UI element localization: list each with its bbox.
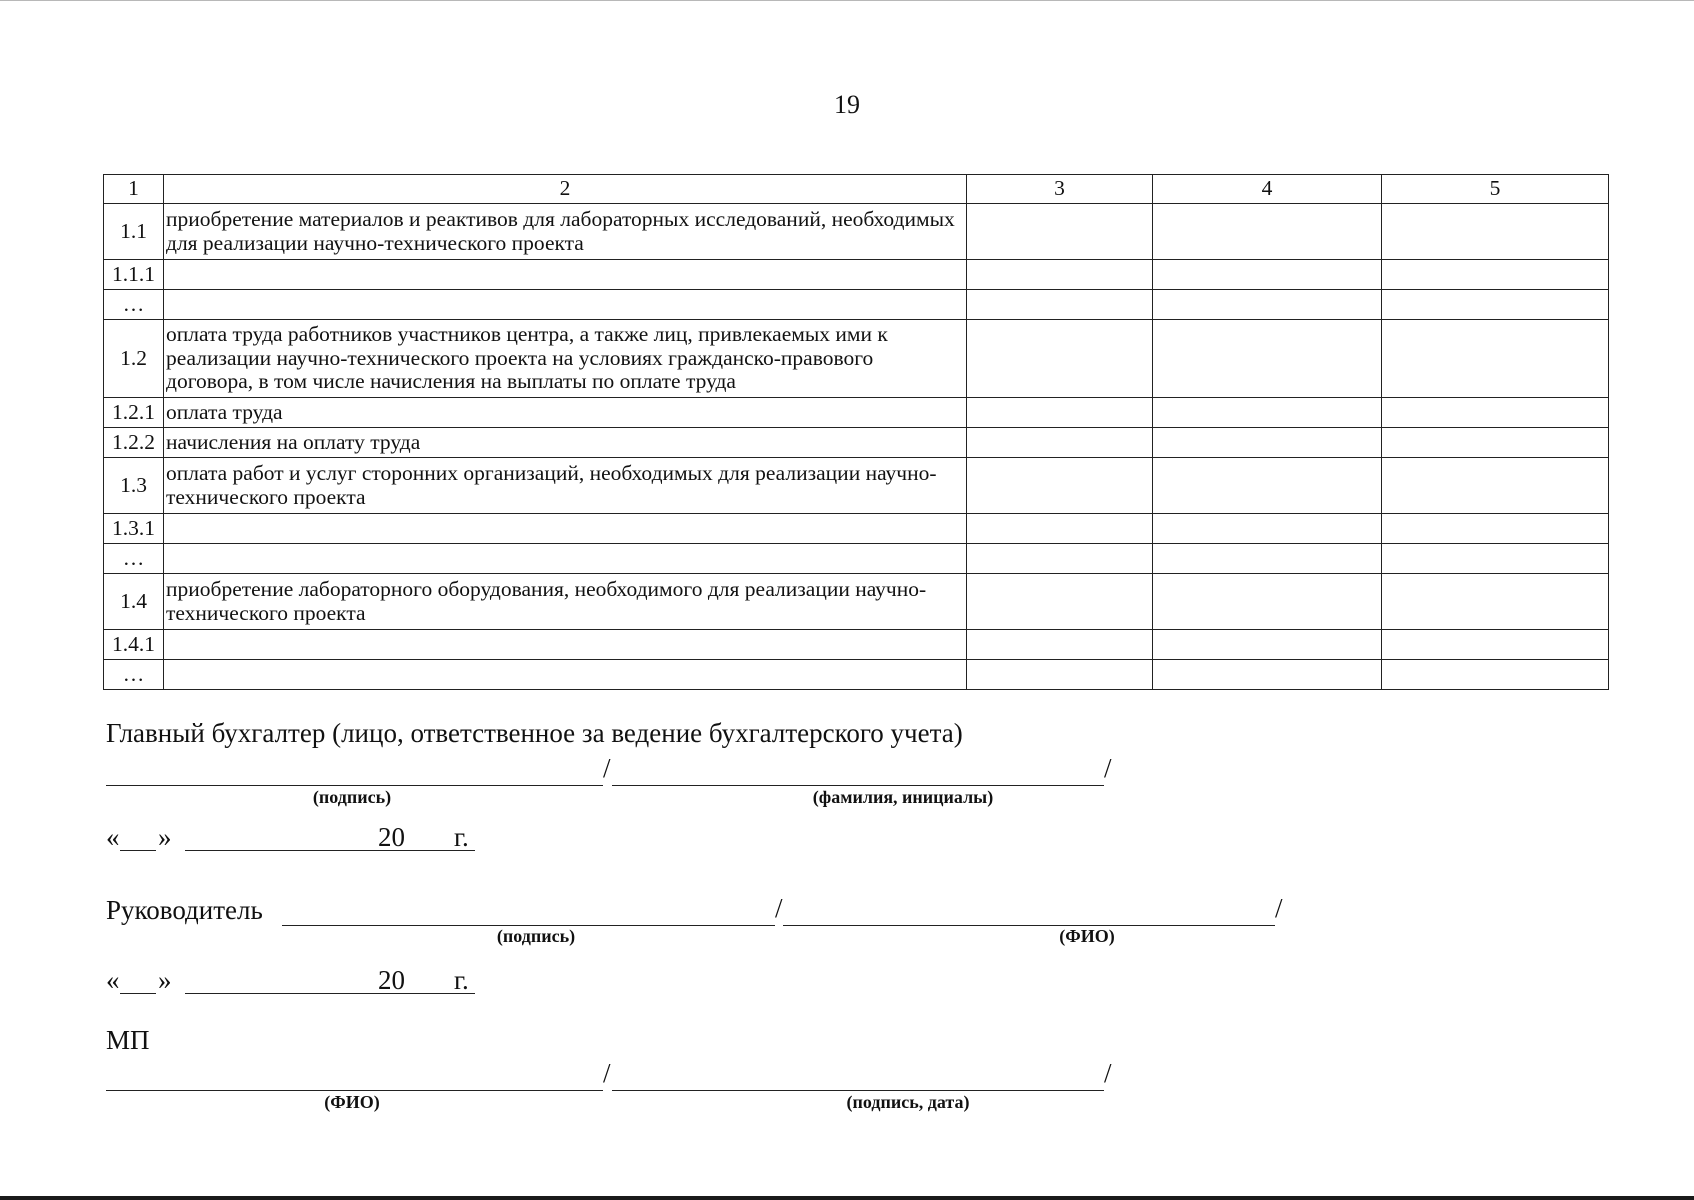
value-cell-col-4[interactable]: [1153, 630, 1382, 660]
table-row: [104, 514, 1609, 544]
value-cell-col-4[interactable]: [1153, 514, 1382, 544]
header-cell-1: 1: [104, 175, 164, 204]
value-cell-col-3[interactable]: [967, 204, 1153, 260]
value-cell-col-5[interactable]: [1382, 260, 1609, 290]
row-description-cell: приобретение лабораторного оборудования, необходимого для реализации научно-технического проекта: [164, 574, 967, 630]
table-row: [104, 260, 1609, 290]
stamp-name-caption: (ФИО): [324, 1092, 380, 1112]
value-cell-col-5[interactable]: [1382, 514, 1609, 544]
value-cell-col-4[interactable]: [1153, 428, 1382, 458]
head-date: [106, 965, 486, 997]
chief-accountant-signature-caption: (подпись): [312, 787, 392, 807]
date-quote-close: »: [158, 822, 172, 852]
value-cell-col-5[interactable]: [1382, 204, 1609, 260]
date-quote-open: «: [106, 965, 120, 995]
value-cell-col-5[interactable]: [1382, 544, 1609, 574]
row-description-cell: [164, 660, 967, 690]
cost-table: [103, 174, 1609, 690]
value-cell-col-3[interactable]: [967, 630, 1153, 660]
stamp-slash-end: /: [1104, 1058, 1112, 1088]
chief-accountant-slash: /: [603, 753, 611, 783]
head-slash: /: [775, 893, 783, 923]
row-number-cell: 1.2.1: [104, 398, 164, 428]
header-cell-3: 3: [967, 175, 1153, 204]
row-number-cell: 1.4: [104, 574, 164, 630]
row-description-cell: [164, 260, 967, 290]
row-number-cell: 1.1.1: [104, 260, 164, 290]
head-signature-caption: (подпись): [496, 926, 576, 946]
value-cell-col-5[interactable]: [1382, 630, 1609, 660]
chief-accountant-date: [106, 822, 486, 854]
value-cell-col-5[interactable]: [1382, 290, 1609, 320]
row-number-cell: 1.4.1: [104, 630, 164, 660]
table-row: [104, 544, 1609, 574]
date-quote-close: »: [158, 965, 172, 995]
value-cell-col-5[interactable]: [1382, 398, 1609, 428]
stamp-signature-caption: (подпись, дата): [846, 1092, 970, 1112]
chief-accountant-slash-end: /: [1104, 753, 1112, 783]
row-description-cell: оплата труда: [164, 398, 967, 428]
value-cell-col-5[interactable]: [1382, 660, 1609, 690]
value-cell-col-3[interactable]: [967, 514, 1153, 544]
value-cell-col-5[interactable]: [1382, 458, 1609, 514]
header-cell-2: 2: [164, 175, 967, 204]
row-description-cell: начисления на оплату труда: [164, 428, 967, 458]
value-cell-col-3[interactable]: [967, 544, 1153, 574]
row-description-cell: [164, 514, 967, 544]
head-slash-end: /: [1275, 893, 1283, 923]
table-row: [104, 660, 1609, 690]
chief-accountant-signature-line[interactable]: [106, 785, 603, 786]
value-cell-col-4[interactable]: [1153, 398, 1382, 428]
head-name-caption: (ФИО): [1059, 926, 1115, 946]
stamp-slash: /: [603, 1058, 611, 1088]
value-cell-col-3[interactable]: [967, 458, 1153, 514]
row-number-cell: …: [104, 544, 164, 574]
value-cell-col-3[interactable]: [967, 574, 1153, 630]
table-row: [104, 428, 1609, 458]
page-number: 19: [834, 90, 860, 119]
value-cell-col-3[interactable]: [967, 428, 1153, 458]
value-cell-col-3[interactable]: [967, 290, 1153, 320]
value-cell-col-4[interactable]: [1153, 574, 1382, 630]
value-cell-col-5[interactable]: [1382, 428, 1609, 458]
value-cell-col-4[interactable]: [1153, 204, 1382, 260]
value-cell-col-3[interactable]: [967, 320, 1153, 398]
stamp-signature-line[interactable]: [612, 1090, 1104, 1091]
row-number-cell: 1.1: [104, 204, 164, 260]
value-cell-col-4[interactable]: [1153, 544, 1382, 574]
head-label: Руководитель: [106, 895, 263, 925]
row-description-cell: оплата труда работников участников центра, а также лиц, привлекаемых ими к реализации научно-технического проекта на условиях гражданско-правового договора, в том числе начисления на выплаты по оплате труда: [164, 320, 967, 398]
header-cell-4: 4: [1153, 175, 1382, 204]
row-description-cell: приобретение материалов и реактивов для лабораторных исследований, необходимых для реализации научно-технического проекта: [164, 204, 967, 260]
table-row: [104, 630, 1609, 660]
header-cell-5: 5: [1382, 175, 1609, 204]
row-number-cell: 1.2.2: [104, 428, 164, 458]
row-number-cell: …: [104, 290, 164, 320]
year-prefix: 20: [378, 965, 405, 995]
table-row: [104, 574, 1609, 630]
value-cell-col-4[interactable]: [1153, 260, 1382, 290]
value-cell-col-3[interactable]: [967, 660, 1153, 690]
row-description-cell: [164, 630, 967, 660]
year-prefix: 20: [378, 822, 405, 852]
stamp-label: МП: [106, 1025, 150, 1055]
stamp-name-line[interactable]: [106, 1090, 603, 1091]
row-description-cell: оплата работ и услуг сторонних организаций, необходимых для реализации научно-технического проекта: [164, 458, 967, 514]
value-cell-col-4[interactable]: [1153, 320, 1382, 398]
year-suffix: г.: [454, 822, 469, 852]
table-header-row: [104, 175, 1609, 204]
value-cell-col-4[interactable]: [1153, 290, 1382, 320]
value-cell-col-4[interactable]: [1153, 660, 1382, 690]
row-description-cell: [164, 290, 967, 320]
row-number-cell: 1.3.1: [104, 514, 164, 544]
chief-accountant-title: Главный бухгалтер (лицо, ответственное за ведение бухгалтерского учета): [106, 718, 963, 748]
day-blank[interactable]: [120, 993, 156, 994]
page-top-edge: [0, 0, 1694, 1]
value-cell-col-4[interactable]: [1153, 458, 1382, 514]
row-number-cell: 1.2: [104, 320, 164, 398]
cost-table-body: [104, 175, 1609, 690]
chief-accountant-name-caption: (фамилия, инициалы): [812, 787, 994, 807]
value-cell-col-3[interactable]: [967, 398, 1153, 428]
year-blank[interactable]: [408, 850, 448, 851]
value-cell-col-5[interactable]: [1382, 574, 1609, 630]
table-row: [104, 458, 1609, 514]
day-blank[interactable]: [120, 850, 156, 851]
year-blank[interactable]: [408, 993, 448, 994]
row-number-cell: …: [104, 660, 164, 690]
table-row: [104, 204, 1609, 260]
chief-accountant-name-line[interactable]: [612, 785, 1104, 786]
year-suffix: г.: [454, 965, 469, 995]
table-row: [104, 290, 1609, 320]
value-cell-col-5[interactable]: [1382, 320, 1609, 398]
row-number-cell: 1.3: [104, 458, 164, 514]
table-row: [104, 398, 1609, 428]
value-cell-col-3[interactable]: [967, 260, 1153, 290]
row-description-cell: [164, 544, 967, 574]
date-quote-open: «: [106, 822, 120, 852]
table-row: [104, 320, 1609, 398]
page-bottom-edge: [0, 1196, 1694, 1200]
